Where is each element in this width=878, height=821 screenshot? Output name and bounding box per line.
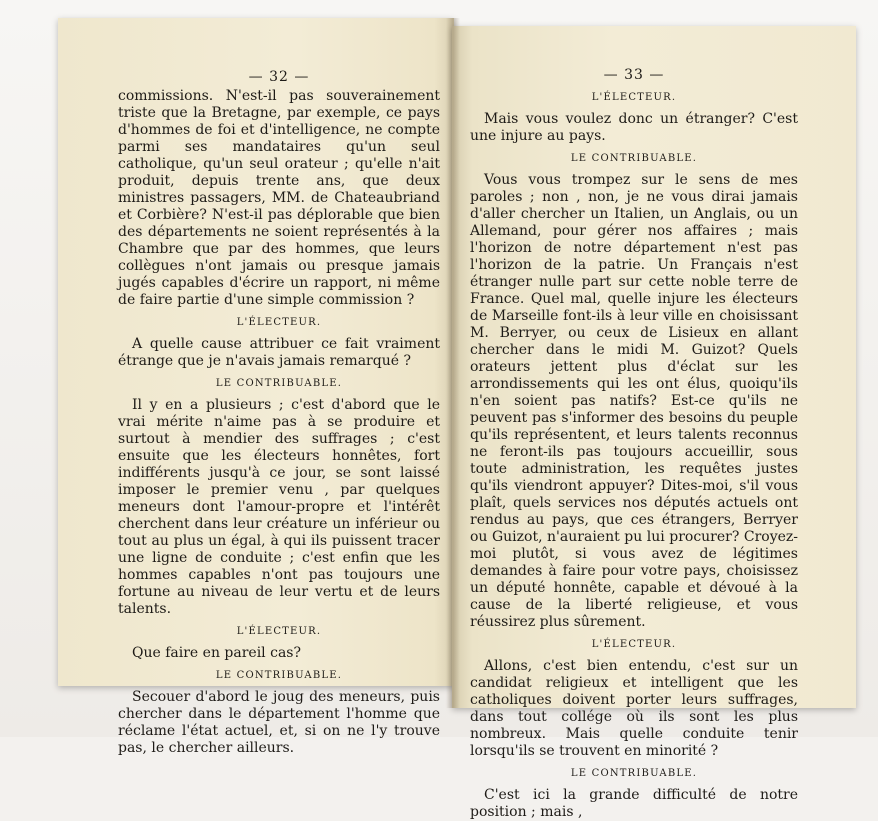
speaker-label: LE CONTRIBUABLE. xyxy=(215,670,343,681)
speaker-label: LE CONTRIBUABLE. xyxy=(570,768,698,779)
speaker-label: LE CONTRIBUABLE. xyxy=(215,378,343,389)
left-page-content xyxy=(118,68,440,757)
speaker-label: L'ÉLECTEUR. xyxy=(591,92,677,103)
speaker-label: L'ÉLECTEUR. xyxy=(236,317,322,328)
left-page xyxy=(58,18,454,756)
paragraph: commissions. N'est-il pas souverainement triste que la Bretagne, par exemple, ce pays d'hommes de foi et d'intelligence, ne compte parmi ses mandataires qu'un seul catholique, qu'un seul orateur ; qu'elle n'ait produit, depuis trente ans, que deux ministres passagers, MM. de Chateaubriand et Corbière? N'est-il pas déplorable que bien des départements ne soient représentés à la Chambre que par des hommes, que leurs collègues n'ont jamais ou presque jamais jugés capables d'écrire un rapport, ni même de faire partie d'une simple commission ? xyxy=(118,88,440,308)
paragraph: Que faire en pareil cas? xyxy=(132,645,301,661)
page-number: — 32 — xyxy=(248,69,310,85)
right-page-content xyxy=(470,66,798,821)
page-number: — 33 — xyxy=(603,67,665,83)
paragraph: Mais vous voulez donc un étranger? C'est une injure au pays. xyxy=(470,111,798,144)
paragraph: A quelle cause attribuer ce fait vraiment étrange que je n'avais jamais remarqué ? xyxy=(118,336,440,369)
speaker-label: LE CONTRIBUABLE. xyxy=(570,153,698,164)
paragraph: Vous vous trompez sur le sens de mes paroles ; non , non, je ne vous dirai jamais d'aller chercher un Italien, un Anglais, ou un Allemand, pour gérer nos affaires ; mais l'horizon de notre département n'est pas l'horizon de la patrie. Un Français n'est étranger nulle part sur cette noble terre de France. Quel mal, quelle injure les électeurs de Marseille font-ils à leur ville en choisissant M. Berryer, ou ceux de Lisieux en allant chercher dans le midi M. Guizot? Quels orateurs jettent plus d'éclat sur les arrondissements qui les ont élus, quoiqu'ils n'en soient pas natifs? Est-ce qu'ils ne peuvent pas s'informer des besoins du peuple qu'ils représentent, et leurs talents reconnus ne feront-ils pas toujours accueillir, sous toute administration, les requêtes justes qu'ils viendront appuyer? Dites-moi, s'il vous plaît, quels services nos députés actuels ont rendus au pays, que ces étrangers, Berryer ou Guizot, n'auraient pu lui procurer? Croyez-moi plutôt, si vous avez de légitimes demandes à faire pour votre pays, choisissez un député honnête, capable et dévoué à la cause de la liberté religieuse, et vous réussirez plus sûrement. xyxy=(470,172,798,630)
speaker-label: L'ÉLECTEUR. xyxy=(236,626,322,637)
paragraph: Secouer d'abord le joug des meneurs, puis chercher dans le département l'homme que réclame l'état actuel, et, si on ne l'y trouve pas, le chercher ailleurs. xyxy=(118,689,440,756)
paragraph: C'est ici la grande difficulté de notre position ; mais , xyxy=(470,787,798,820)
book-gutter xyxy=(446,18,460,708)
paragraph: Il y en a plusieurs ; c'est d'abord que le vrai mérite n'aime pas à se produire et surtout à mendier des suffrages ; c'est ensuite que les électeurs honnêtes, fort indifférents jusqu'à ce jour, se sont laissé imposer le premier venu , par quelques meneurs dont l'amour-propre et l'intérêt cherchent dans leur créature un inférieur ou tout au plus un égal, à qui ils puissent tracer une ligne de conduite ; c'est enfin que les hommes capables n'ont pas toujours une fortune au niveau de leur vertu et de leurs talents. xyxy=(118,397,440,617)
paragraph: Allons, c'est bien entendu, c'est sur un candidat religieux et intelligent que les catholiques doivent porter leurs suffrages, dans tout collége où ils sont les plus nombreux. Mais quelle conduite tenir lorsqu'ils se trouvent en minorité ? xyxy=(470,658,798,759)
right-page xyxy=(452,26,856,820)
speaker-label: L'ÉLECTEUR. xyxy=(591,639,677,650)
